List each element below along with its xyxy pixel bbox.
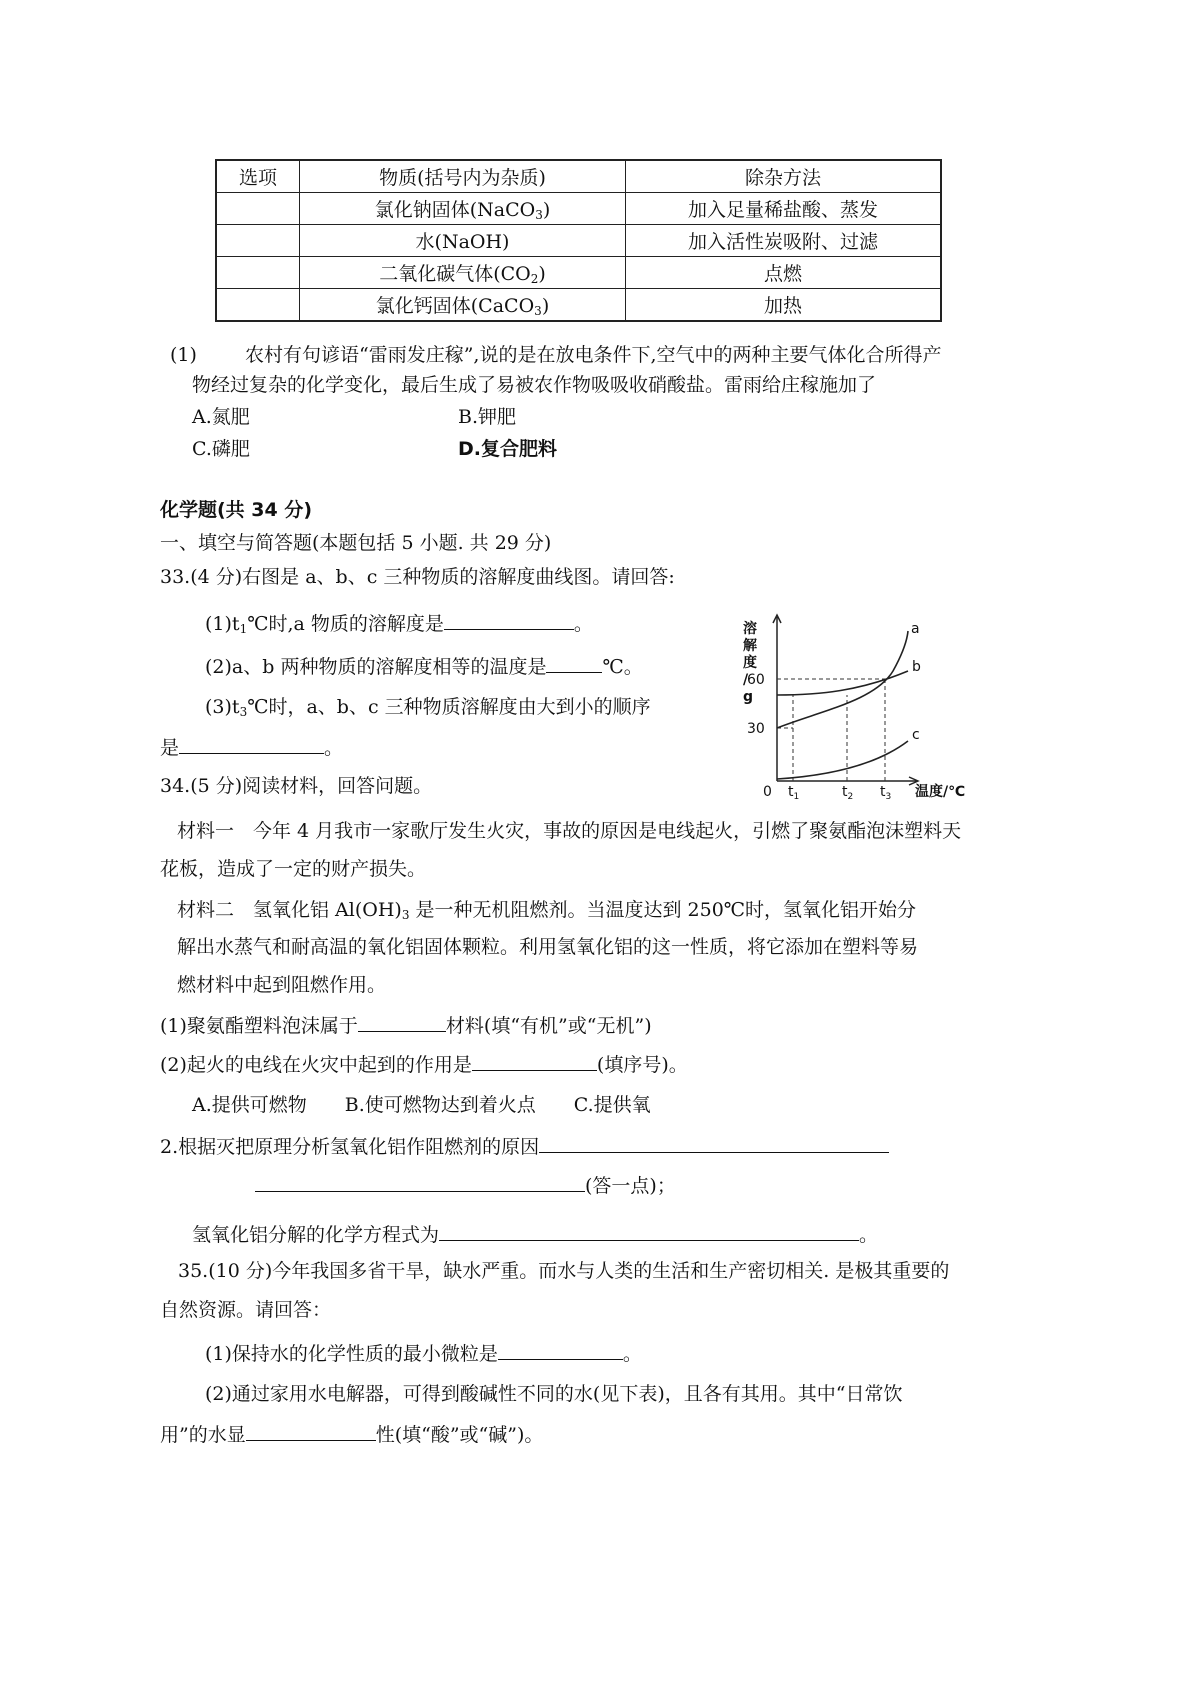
table-header-cell: 除杂方法 (626, 160, 942, 193)
substance-tail: ) (538, 263, 546, 285)
q34-sub1-a: (1)聚氨酯塑料泡沫属于 (160, 1015, 358, 1037)
substance-tail: ) (542, 199, 551, 221)
q34-material1-line2: 花板，造成了一定的财产损失。 (160, 858, 427, 880)
answer-blank[interactable] (246, 1420, 376, 1441)
q34-sub1 (160, 1011, 652, 1039)
q34-sub2-b: (填序号)。 (596, 1054, 688, 1076)
q34-sub3 (160, 1132, 889, 1160)
q34-material2-line1 (177, 897, 916, 923)
q34-material2-line2: 解出水蒸气和耐高温的氧化铝固体颗粒。利用氢氧化铝的这一性质，将它添加在塑料等易 (177, 936, 919, 958)
q35-sub2-line2 (160, 1420, 543, 1448)
curve-label-c: c (912, 727, 920, 743)
subscript: 3 (535, 208, 543, 222)
table-cell-substance (300, 289, 626, 322)
q1-line2: 物经过复杂的化学变化，最后生成了易被农作物吸吸收硝酸盐。雷雨给庄稼施加了 (192, 374, 877, 396)
q33-sub3-c: 是 (160, 737, 180, 759)
q34-options: A.提供可燃物 B.使可燃物达到着火点 C.提供氧 (192, 1094, 651, 1116)
table-header-cell: 物质(括号内为杂质) (300, 160, 626, 193)
answer-blank[interactable] (358, 1011, 446, 1032)
chart-background (725, 611, 990, 796)
subscript: 3 (401, 908, 410, 922)
solubility-chart (725, 611, 990, 802)
x-tick-sub: 3 (885, 792, 892, 802)
q33-sub3-b: ℃时，a、b、c 三种物质溶解度由大到小的顺序 (247, 696, 651, 718)
q35-stem-line2: 自然资源。请回答： (160, 1299, 332, 1321)
q34-sub4 (192, 1220, 878, 1248)
curve-label-b: b (912, 659, 921, 675)
q33-sub1-end: 。 (573, 613, 593, 635)
y-axis-label-char: g (743, 689, 754, 705)
q33-stem: 33.(4 分)右图是 a、b、c 三种物质的溶解度曲线图。请回答: (160, 566, 675, 588)
origin-label: 0 (763, 784, 772, 800)
q33-sub1 (205, 609, 593, 637)
table-cell-method: 加热 (626, 289, 942, 322)
subscript: 1 (239, 622, 248, 636)
q1-option-c: C.磷肥 (192, 438, 250, 460)
q35-sub1-a: (1)保持水的化学性质的最小微粒是 (205, 1343, 498, 1365)
table-row (216, 289, 941, 322)
q1-option-a: A.氮肥 (192, 406, 250, 428)
table-header-row (216, 160, 941, 193)
q33-sub3-a: (3)t (205, 696, 240, 718)
q1-option-b: B.钾肥 (458, 406, 517, 428)
y-axis-label-char: / (743, 672, 749, 688)
answer-blank[interactable] (498, 1339, 623, 1360)
table-cell-substance (300, 225, 626, 257)
q34-material2-line3: 燃材料中起到阻燃作用。 (177, 974, 387, 996)
q33-sub1-b: ℃时,a 物质的溶解度是 (247, 613, 444, 635)
q34-sub3-b: (答一点)； (585, 1175, 676, 1197)
q33-sub2-end: ℃。 (602, 656, 643, 678)
substance-tail: ) (541, 295, 550, 317)
answer-blank[interactable] (546, 652, 602, 673)
table-cell-option (216, 225, 300, 257)
q33-sub3-cont (160, 733, 343, 761)
q33-sub2-a: (2)a、b 两种物质的溶解度相等的温度是 (205, 656, 547, 678)
q34-sub2 (160, 1050, 688, 1078)
q34-sub2-a: (2)起火的电线在火灾中起到的作用是 (160, 1054, 472, 1076)
q33-sub3-end: 。 (324, 737, 344, 759)
q33-sub1-a: (1)t (205, 613, 240, 635)
section-part1: 一、填空与简答题(本题包括 5 小题. 共 29 分) (160, 532, 552, 554)
impurity-removal-table (215, 159, 942, 322)
subscript: 2 (530, 272, 539, 286)
curve-label-a: a (911, 621, 920, 637)
section-title: 化学题(共 34 分) (160, 499, 313, 521)
table-header-cell: 选项 (216, 160, 300, 193)
q35-sub1 (205, 1339, 642, 1367)
answer-blank[interactable] (472, 1050, 597, 1071)
table-cell-substance (300, 257, 626, 289)
q35-stem-line1: 35.(10 分)今年我国多省干旱，缺水严重。而水与人类的生活和生产密切相关. 是极其重要的 (178, 1260, 950, 1282)
q1-line1: 农村有句谚语“雷雨发庄稼”,说的是在放电条件下,空气中的两种主要气体化合所得产 (245, 344, 942, 366)
subscript: 3 (239, 705, 248, 719)
table-cell-option (216, 257, 300, 289)
table-cell-substance (300, 193, 626, 225)
answer-blank[interactable] (439, 1220, 859, 1241)
answer-blank[interactable] (255, 1171, 585, 1192)
table-row (216, 193, 941, 225)
q34-material2-b: 是一种无机阻燃剂。当温度达到 250℃时，氢氧化铝开始分 (409, 899, 917, 921)
x-axis-label: 温度/℃ (915, 784, 966, 800)
q33-sub3 (205, 694, 651, 720)
table-cell-option (216, 193, 300, 225)
q34-material2-a: 材料二 氢氧化铝 Al(OH) (177, 899, 402, 921)
answer-blank[interactable] (444, 609, 574, 630)
x-tick-base: t (788, 784, 794, 800)
table-row (216, 225, 941, 257)
y-axis-label-char: 溶 (743, 621, 757, 637)
substance-text: 二氧化碳气体(CO (379, 263, 531, 285)
q34-sub4-a: 氢氧化铝分解的化学方程式为 (192, 1224, 440, 1246)
y-axis-label-char: 解 (743, 638, 757, 654)
table-cell-method: 加入足量稀盐酸、蒸发 (626, 193, 942, 225)
q34-sub3-cont (255, 1171, 676, 1199)
substance-text: 氯化钙固体(CaCO (375, 295, 535, 317)
q35-sub1-end: 。 (622, 1343, 642, 1365)
q34-sub3-a: 2.根据灭把原理分析氢氧化铝作阻燃剂的原因 (160, 1136, 540, 1158)
x-tick-base: t (880, 784, 886, 800)
substance-text: 水(NaOH) (415, 231, 510, 253)
x-tick-sub: 2 (847, 792, 854, 802)
q34-stem: 34.(5 分)阅读材料，回答问题。 (160, 775, 433, 797)
y-tick-60: 60 (747, 672, 765, 688)
substance-text: 氯化钠固体(NaCO (374, 199, 536, 221)
q35-sub2-line1: (2)通过家用水电解器，可得到酸碱性不同的水(见下表)，且各有其用。其中“日常饮 (205, 1383, 903, 1405)
table-row (216, 257, 941, 289)
answer-blank[interactable] (539, 1132, 889, 1153)
q1-number: (1) (170, 344, 197, 366)
q35-sub2-b: 用”的水显 (160, 1424, 246, 1446)
x-tick-base: t (842, 784, 848, 800)
q34-sub1-b: 材料(填“有机”或“无机”) (445, 1015, 652, 1037)
x-tick-sub: 1 (793, 792, 800, 802)
y-axis-label-char: 度 (743, 655, 757, 671)
subscript: 3 (534, 304, 542, 318)
table-cell-method: 加入活性炭吸附、过滤 (626, 225, 942, 257)
q33-sub2 (205, 652, 643, 680)
q1-option-d: D.复合肥料 (458, 438, 557, 460)
table-cell-option (216, 289, 300, 322)
q34-sub4-end: 。 (859, 1224, 879, 1246)
q34-material1-line1: 材料一 今年 4 月我市一家歌厅发生火灾，事故的原因是电线起火，引燃了聚氨酯泡沫塑料天 (177, 820, 962, 842)
y-tick-30: 30 (747, 721, 765, 737)
table-cell-method: 点燃 (626, 257, 942, 289)
q35-sub2-c: 性(填“酸”或“碱”)。 (375, 1424, 544, 1446)
answer-blank[interactable] (179, 733, 324, 754)
